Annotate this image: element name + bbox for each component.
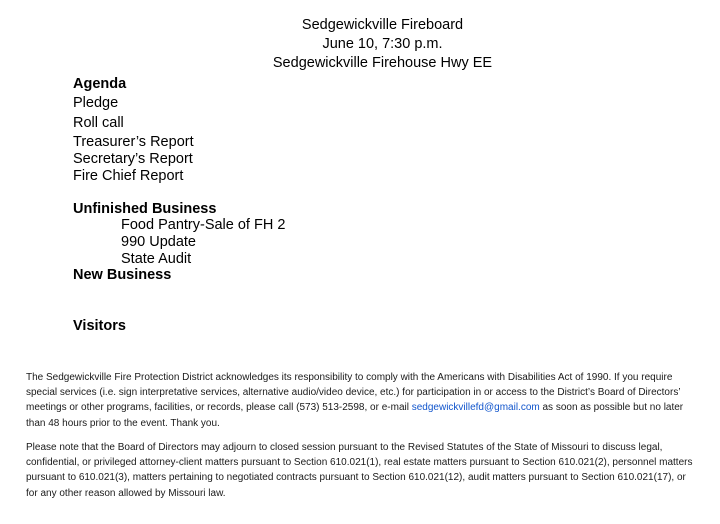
agenda-item-secretarys-report: Secretary’s Report (73, 151, 193, 167)
agenda-item-treasurers-report: Treasurer’s Report (73, 134, 194, 150)
visitors-heading: Visitors (73, 318, 126, 334)
unfinished-item-food-pantry: Food Pantry-Sale of FH 2 (121, 217, 286, 233)
agenda-item-fire-chief-report: Fire Chief Report (73, 168, 184, 184)
closed-session-notice (26, 440, 696, 501)
unfinished-business-heading: Unfinished Business (73, 201, 217, 217)
meeting-location: Sedgewickville Firehouse Hwy EE (272, 55, 493, 71)
email-link[interactable]: sedgewickvillefd@gmail.com (411, 402, 540, 414)
agenda-item-roll-call: Roll call (73, 115, 124, 131)
meeting-datetime: June 10, 7:30 p.m. (322, 36, 443, 52)
new-business-heading: New Business (73, 267, 172, 283)
unfinished-item-990-update: 990 Update (121, 234, 196, 250)
closed-session-paragraph: Please note that the Board of Directors may adjourn to closed session pursuant to the Revised Statutes of the State of Missouri to discuss legal, confidential, or privileged attorney-client matters pursuant to Section 610.021(1), real estate matters pursuant to Section 610.021(2), personnel matters pursuant to 610.021(3), matters pertaining to negotiated contracts pursuant to Section 610.021(12), audit matters pursuant to Section 610.021(17), or for any other reason allowed by Missouri law. (26, 442, 693, 499)
ada-notice-text: The Sedgewickville Fire Protection District acknowledges its responsibility to comply with the Americans with Disabilities Act of 1990. If you require special services (i.e. sign interpretative services, alternative audio/video device, etc.) for participation in or access to the District’s Board of Directors’ meetings or other programs, facilities, or records, please call (573) 513-2598, or e-mail (26, 372, 681, 414)
meeting-header (0, 16, 720, 73)
ada-notice (26, 370, 696, 431)
unfinished-item-state-audit: State Audit (121, 251, 192, 267)
agenda-heading: Agenda (73, 76, 127, 92)
agenda-item-pledge: Pledge (73, 95, 119, 111)
ada-notice-text-end: as soon as possible but no later than 48 hours prior to the event. Thank you. (26, 402, 684, 429)
ada-notice-paragraph (26, 370, 696, 431)
meeting-title: Sedgewickville Fireboard (301, 17, 464, 33)
